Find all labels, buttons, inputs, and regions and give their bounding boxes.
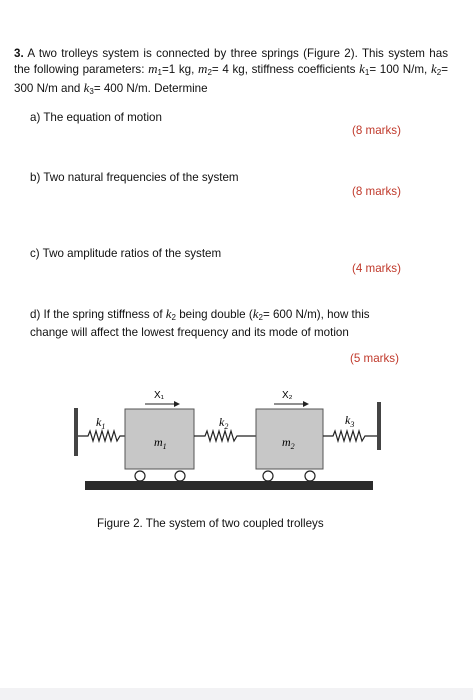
m1-value: =1 kg,: [161, 63, 199, 76]
k1-value: = 100 N/m,: [369, 63, 431, 76]
right-wall: [377, 402, 381, 450]
bottom-band: [0, 688, 473, 700]
arrow-x2-head: [303, 401, 309, 407]
symbol-m1: m: [148, 61, 158, 76]
ground: [85, 481, 373, 490]
part-d-k: k: [165, 306, 172, 321]
part-d-sub-b: 2: [258, 313, 263, 322]
question-number: 3.: [14, 47, 24, 60]
symbol-k2: k: [430, 61, 437, 76]
label-m1: $m_1$: [154, 435, 167, 451]
symbol-m2: m: [198, 61, 208, 76]
part-d-k-b: k: [252, 306, 259, 321]
m2-value: = 4 kg, stiffness coefficients: [211, 63, 360, 76]
symbol-k1: k: [359, 61, 365, 76]
figure-caption: Figure 2. The system of two coupled trolleys: [97, 517, 324, 530]
wheel-m2-left: [263, 471, 273, 481]
label-k1: $k_1$: [96, 415, 106, 431]
question-intro: [14, 46, 448, 99]
part-a-marks: (8 marks): [352, 124, 401, 137]
label-m2: $m_2$: [282, 435, 295, 451]
spring-k2: [194, 431, 256, 441]
sub-2b: 2: [436, 68, 442, 77]
k2-value: = 300 N/m and: [14, 63, 448, 95]
part-a-label: a) The equation of motion: [30, 111, 162, 124]
part-d-label: [30, 306, 370, 340]
part-d-marks: (5 marks): [350, 352, 399, 365]
question-text-1: A two trolleys system is connected by three springs (Figure 2). This system has the following parameters:: [14, 47, 448, 76]
label-x1: X₁: [154, 390, 165, 401]
symbol-k3: k: [83, 80, 90, 95]
left-wall: [74, 408, 78, 456]
part-d-mid: being double (: [176, 308, 253, 321]
wheel-m1-right: [175, 471, 185, 481]
part-c-label: c) Two amplitude ratios of the system: [30, 247, 222, 260]
sub-2: 2: [207, 68, 212, 77]
arrow-x1-head: [174, 401, 180, 407]
part-d-line2: change will affect the lowest frequency and its mode of motion: [30, 326, 349, 339]
label-x2: X₂: [282, 390, 293, 401]
k3-value: = 400 N/m. Determine: [93, 82, 208, 95]
part-b-marks: (8 marks): [352, 185, 401, 198]
spring-k1: [78, 431, 125, 441]
part-d-sub: 2: [171, 313, 176, 322]
spring-k3: [323, 431, 377, 441]
sub-3: 3: [89, 87, 94, 96]
part-d-pre: d) If the spring stiffness of: [30, 308, 166, 321]
wheel-m2-right: [305, 471, 315, 481]
part-b-label: b) Two natural frequencies of the system: [30, 171, 239, 184]
sub-1: 1: [157, 68, 162, 77]
part-d-post: = 600 N/m), how this: [262, 308, 370, 321]
trolley-figure: [0, 380, 473, 510]
wheel-m1-left: [135, 471, 145, 481]
part-c-marks: (4 marks): [352, 262, 401, 275]
label-k3: $k_3$: [345, 413, 355, 429]
label-k2: $k_2$: [219, 415, 229, 431]
sub-1b: 1: [364, 68, 370, 77]
